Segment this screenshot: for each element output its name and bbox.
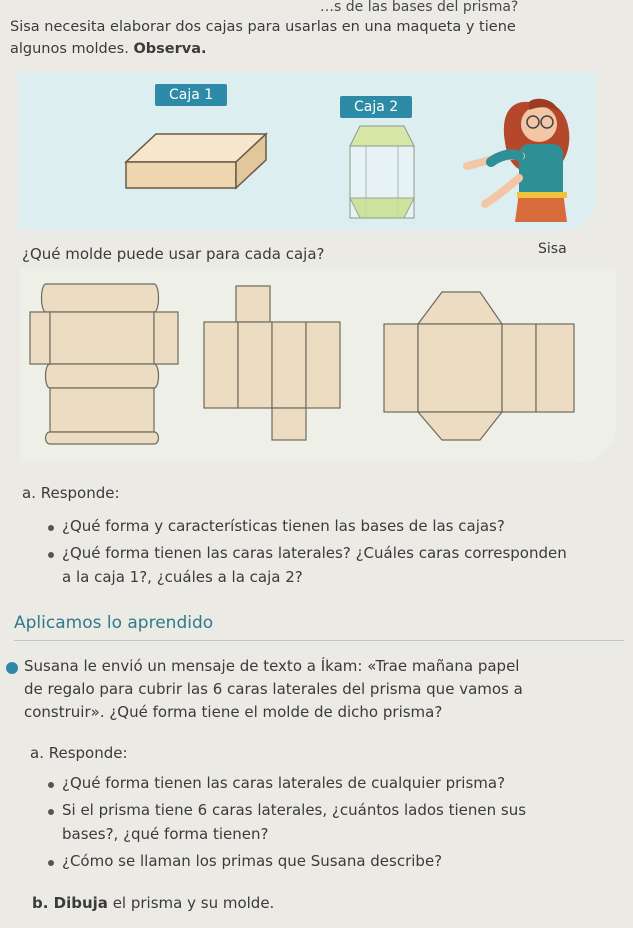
net-1-illustration — [28, 280, 188, 450]
intro-observa: Observa. — [133, 41, 207, 57]
aplicamos-b-title — [32, 892, 274, 914]
number-badge-icon — [6, 662, 18, 674]
aplicamos-b-bold: b. Dibuja — [32, 894, 108, 912]
intro-line-1: Sisa necesita elaborar dos cajas para usarlas en una maqueta y tiene — [10, 19, 516, 35]
aplicamos-divider — [14, 640, 624, 641]
aplicamos-title: Aplicamos lo aprendido — [14, 613, 214, 633]
bullet-icon — [48, 860, 54, 866]
bullet-icon — [48, 552, 54, 558]
aplicamos-responde-title: a. Responde: — [30, 744, 128, 762]
bullet-icon — [48, 782, 54, 788]
sisa-character-icon — [455, 82, 590, 232]
aplicamos-paragraph-line-1: Susana le envió un mensaje de texto a Íkam: «Trae mañana papel — [24, 657, 520, 675]
section-a-bullet-2-line-1: ¿Qué forma tienen las caras laterales? ¿Cuáles caras corresponden — [62, 544, 567, 562]
aplicamos-paragraph-line-3: construir». ¿Qué forma tiene el molde de dicho prisma? — [24, 703, 443, 721]
aplicamos-question-2-line-1: Si el prisma tiene 6 caras laterales, ¿cuántos lados tienen sus — [62, 801, 527, 819]
character-name: Sisa — [538, 241, 567, 257]
box2-label: Caja 2 — [340, 96, 412, 118]
section-a-title: a. Responde: — [22, 484, 120, 502]
box1-illustration — [118, 128, 273, 194]
aplicamos-question-3: ¿Cómo se llaman los primas que Susana describe? — [62, 852, 443, 870]
question-molde: ¿Qué molde puede usar para cada caja? — [22, 245, 325, 263]
box1-label: Caja 1 — [155, 84, 227, 106]
net-3-illustration — [380, 288, 578, 444]
box2-illustration — [346, 122, 418, 222]
header-top-line: …s de las bases del prisma? — [320, 0, 519, 15]
bullet-icon — [48, 809, 54, 815]
aplicamos-b-rest: el prisma y su molde. — [107, 894, 275, 912]
aplicamos-question-1: ¿Qué forma tienen las caras laterales de cualquier prisma? — [62, 774, 506, 792]
net-2-illustration — [200, 284, 345, 444]
intro-line-2 — [10, 38, 207, 60]
bullet-icon — [48, 525, 54, 531]
section-a-bullet-1: ¿Qué forma y características tienen las bases de las cajas? — [62, 517, 505, 535]
aplicamos-paragraph-line-2: de regalo para cubrir las 6 caras laterales del prisma que vamos a — [24, 680, 523, 698]
section-a-bullet-2-line-2: a la caja 1?, ¿cuáles a la caja 2? — [62, 568, 303, 586]
intro-line-2-text: algunos moldes. — [10, 41, 134, 57]
aplicamos-question-2-line-2: bases?, ¿qué forma tienen? — [62, 825, 269, 843]
